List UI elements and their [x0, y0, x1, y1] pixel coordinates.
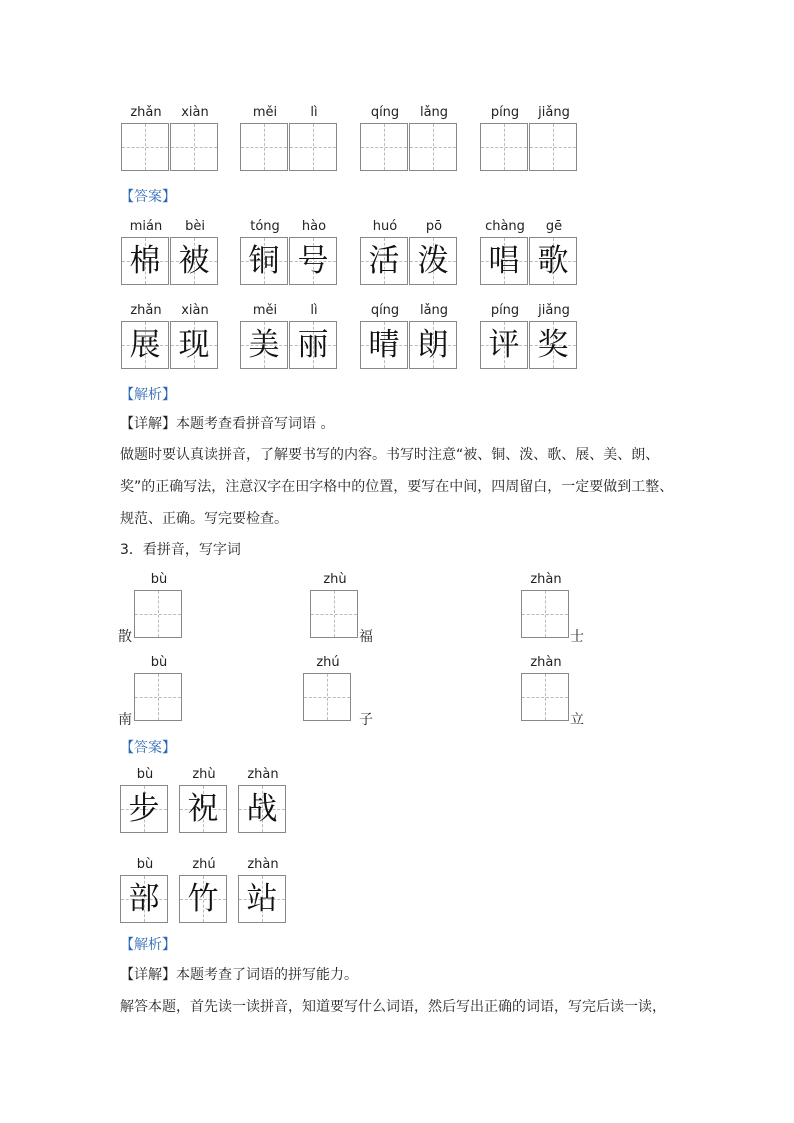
answer-label: 【答案】: [120, 740, 176, 756]
answer-char: 竹: [187, 880, 219, 917]
analysis-label: 【解析】: [120, 387, 176, 403]
tianzige-box: [480, 321, 528, 369]
detail-heading: 【详解】本题考查看拼音写词语 。: [120, 416, 335, 432]
pinyin: hào: [301, 219, 327, 234]
answer-char: 唱: [488, 242, 520, 279]
pinyin: zhàn: [247, 857, 279, 872]
tianzige-box[interactable]: [409, 123, 457, 171]
tianzige-box[interactable]: [480, 123, 528, 171]
pinyin: bèi: [185, 219, 205, 234]
pinyin: tóng: [250, 219, 280, 234]
detail-heading: 【详解】本题考查了词语的拼写能力。: [120, 967, 358, 983]
pinyin: bù: [150, 655, 168, 670]
given-char: 散: [118, 629, 132, 645]
given-char: 福: [359, 629, 373, 645]
pinyin: bù: [136, 767, 154, 782]
tianzige-box: [529, 237, 577, 285]
answer-char: 被: [178, 242, 210, 279]
pinyin: zhú: [316, 655, 340, 670]
detail-paragraph-line: 解答本题，首先读一读拼音，知道要写什么词语，然后写出正确的词语，写完后读一读，: [120, 999, 666, 1015]
tianzige-box: [240, 321, 288, 369]
tianzige-box[interactable]: [310, 590, 358, 638]
pinyin: měi: [252, 303, 278, 318]
tianzige-box: [120, 785, 168, 833]
tianzige-box: [121, 321, 169, 369]
pinyin: zhú: [192, 857, 216, 872]
pinyin: píng: [490, 303, 520, 318]
answer-char: 步: [128, 790, 160, 827]
answer-char: 朗: [417, 326, 449, 363]
tianzige-box: [409, 321, 457, 369]
answer-char: 美: [248, 326, 280, 363]
question-title: 3．看拼音，写字词: [120, 542, 241, 558]
tianzige-box: [238, 785, 286, 833]
tianzige-box[interactable]: [521, 673, 569, 721]
answer-char: 号: [297, 242, 329, 279]
detail-paragraph-line: 做题时要认真读拼音，了解要书写的内容。书写时注意“被、铜、泼、歌、展、美、朗、: [120, 447, 660, 463]
tianzige-box[interactable]: [529, 123, 577, 171]
tianzige-box[interactable]: [134, 673, 182, 721]
pinyin: jiǎng: [538, 105, 570, 120]
answer-char: 晴: [368, 326, 400, 363]
answer-char: 评: [488, 326, 520, 363]
given-char: 子: [359, 712, 373, 728]
given-char: 南: [118, 712, 132, 728]
pinyin: jiǎng: [538, 303, 570, 318]
answer-char: 歌: [537, 242, 569, 279]
pinyin: zhǎn: [130, 303, 162, 318]
detail-paragraph-line: 奖”的正确写法，注意汉字在田字格中的位置，要写在中间，四周留白，一定要做到工整、: [120, 479, 674, 495]
detail-paragraph-line: 规范、正确。写完要检查。: [120, 511, 288, 527]
given-char: 立: [570, 712, 584, 728]
tianzige-box: [179, 875, 227, 923]
pinyin: bù: [136, 857, 154, 872]
tianzige-box: [409, 237, 457, 285]
pinyin: zhàn: [247, 767, 279, 782]
tianzige-box: [170, 321, 218, 369]
tianzige-box: [240, 237, 288, 285]
tianzige-box[interactable]: [303, 673, 351, 721]
pinyin: pō: [425, 219, 443, 234]
tianzige-box: [179, 785, 227, 833]
answer-char: 棉: [129, 242, 161, 279]
pinyin: qíng: [370, 303, 400, 318]
pinyin: xiàn: [181, 303, 209, 318]
tianzige-box: [238, 875, 286, 923]
answer-label: 【答案】: [120, 189, 176, 205]
pinyin: zhù: [192, 767, 216, 782]
pinyin: chàng: [485, 219, 525, 234]
pinyin: píng: [490, 105, 520, 120]
pinyin: lǎng: [419, 105, 449, 120]
answer-char: 展: [129, 326, 161, 363]
tianzige-box[interactable]: [360, 123, 408, 171]
tianzige-box: [121, 237, 169, 285]
pinyin: lì: [310, 105, 318, 120]
pinyin: zhàn: [530, 572, 562, 587]
answer-char: 战: [246, 790, 278, 827]
pinyin: bù: [150, 572, 168, 587]
answer-char: 站: [246, 880, 278, 917]
tianzige-box[interactable]: [240, 123, 288, 171]
pinyin: zhàn: [530, 655, 562, 670]
tianzige-box: [289, 321, 337, 369]
tianzige-box[interactable]: [121, 123, 169, 171]
tianzige-box[interactable]: [521, 590, 569, 638]
tianzige-box: [289, 237, 337, 285]
answer-char: 泼: [417, 242, 449, 279]
pinyin: mián: [129, 219, 163, 234]
tianzige-box: [360, 321, 408, 369]
pinyin: lǎng: [419, 303, 449, 318]
given-char: 士: [570, 629, 584, 645]
analysis-label: 【解析】: [120, 937, 176, 953]
answer-char: 活: [368, 242, 400, 279]
pinyin: zhǎn: [130, 105, 162, 120]
answer-char: 部: [128, 880, 160, 917]
pinyin: lì: [310, 303, 318, 318]
tianzige-box: [529, 321, 577, 369]
answer-char: 铜: [248, 242, 280, 279]
tianzige-box[interactable]: [134, 590, 182, 638]
pinyin: gē: [545, 219, 563, 234]
answer-char: 丽: [297, 326, 329, 363]
pinyin: měi: [252, 105, 278, 120]
tianzige-box[interactable]: [289, 123, 337, 171]
pinyin: zhù: [323, 572, 347, 587]
tianzige-box: [360, 237, 408, 285]
pinyin: huó: [372, 219, 398, 234]
tianzige-box: [170, 237, 218, 285]
answer-char: 奖: [537, 326, 569, 363]
pinyin: xiàn: [181, 105, 209, 120]
answer-char: 祝: [187, 790, 219, 827]
pinyin: qíng: [370, 105, 400, 120]
answer-char: 现: [178, 326, 210, 363]
tianzige-box: [120, 875, 168, 923]
tianzige-box[interactable]: [170, 123, 218, 171]
tianzige-box: [480, 237, 528, 285]
